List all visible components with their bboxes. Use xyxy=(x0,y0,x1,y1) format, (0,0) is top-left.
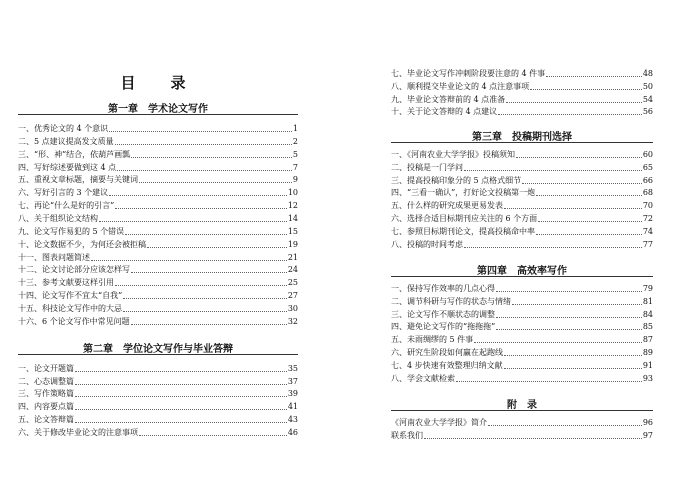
toc-entry-page-number: 81 xyxy=(642,296,653,306)
toc-entry[interactable] xyxy=(391,238,653,250)
toc-entry-page-number: 2 xyxy=(292,136,298,146)
toc-entry-page-number: 72 xyxy=(642,214,653,223)
toc-entry-page-number: 9 xyxy=(292,175,298,185)
toc-leader-dots xyxy=(504,367,642,369)
toc-leader-dots xyxy=(456,380,642,382)
chapter-3-heading: 第三章 投稿期刊选择 xyxy=(472,132,572,143)
toc-entry[interactable] xyxy=(391,282,653,294)
toc-entry-label: 十、论文数据不少，为何还会被拒稿 xyxy=(18,239,146,249)
toc-entry[interactable] xyxy=(391,80,653,92)
toc-entry-page-number: 19 xyxy=(287,239,298,249)
toc-leader-dots xyxy=(504,207,642,209)
toc-entry-label: 五、重视文章标题，摘要与关键词 xyxy=(18,175,138,185)
toc-entry[interactable] xyxy=(18,426,298,438)
toc-leader-dots xyxy=(522,182,642,184)
toc-entry-label: 十四、论文写作不宜太“自我” xyxy=(18,291,123,301)
toc-entry-label: 六、写好引言的 3 个建议 xyxy=(18,188,109,198)
toc-entry-page-number: 96 xyxy=(642,418,653,427)
toc-entry-page-number: 97 xyxy=(642,430,653,440)
toc-entry[interactable] xyxy=(391,416,653,428)
toc-entry[interactable] xyxy=(18,186,298,198)
toc-entry-label: 六、选择合适目标期刊应关注的 6 个方面 xyxy=(391,214,538,223)
toc-entry-label: 七、毕业论文写作冲刺阶段要注意的 4 件事 xyxy=(391,69,546,78)
toc-entry[interactable] xyxy=(391,148,653,160)
toc-entry-label: 八、顺利提交毕业论文的 4 点注意事项 xyxy=(391,81,530,91)
toc-entry[interactable] xyxy=(391,320,653,332)
toc-entry-label: 三、提高投稿印象分的 5 点格式细节 xyxy=(391,175,522,185)
toc-entry-page-number: 79 xyxy=(642,284,653,293)
toc-entry[interactable] xyxy=(18,161,298,173)
toc-entry-label: 八、学会文献检索 xyxy=(391,373,455,383)
toc-leader-dots xyxy=(496,328,642,330)
toc-leader-dots xyxy=(123,297,287,299)
toc-entry-page-number: 54 xyxy=(642,94,653,104)
toc-leader-dots xyxy=(139,181,292,183)
toc-leader-dots xyxy=(536,233,642,235)
toc-entry-page-number: 93 xyxy=(642,373,653,383)
toc-entry[interactable] xyxy=(391,186,653,198)
toc-entry-label: 一、保持写作效率的几点心得 xyxy=(391,284,495,293)
toc-entry-page-number: 89 xyxy=(642,348,653,357)
toc-entry-page-number: 65 xyxy=(642,162,653,172)
toc-entry-label: 二、5 点建议提高发文质量 xyxy=(18,136,114,146)
toc-entry-page-number: 56 xyxy=(642,107,653,117)
toc-entry[interactable] xyxy=(391,105,653,117)
toc-leader-dots xyxy=(115,207,287,209)
toc-leader-dots xyxy=(464,246,642,248)
toc-entry[interactable] xyxy=(391,212,653,224)
toc-entry[interactable] xyxy=(18,362,298,374)
toc-entry-page-number: 1 xyxy=(292,124,298,133)
toc-entry[interactable] xyxy=(391,429,653,441)
toc-entry-page-number: 25 xyxy=(287,278,298,288)
toc-entry-page-number: 24 xyxy=(287,265,298,275)
toc-entry-page-number: 37 xyxy=(287,376,298,386)
toc-entry-page-number: 85 xyxy=(642,322,653,332)
toc-entry-label: 十三、参考文献要这样引用 xyxy=(18,278,114,288)
toc-leader-dots xyxy=(75,421,287,423)
toc-leader-dots xyxy=(99,220,287,222)
toc-entry-label: 十五、科技论文写作中的大忌 xyxy=(18,303,122,313)
toc-entry-label: 四、“三看一确认”，打好论文投稿第一炮 xyxy=(391,188,536,198)
toc-entry-label: 六、关于修改毕业论文的注意事项 xyxy=(18,427,138,437)
toc-entry-label: 八、投稿的时间考虑 xyxy=(391,239,463,249)
toc-entry-label: 九、论文写作易犯的 5 个错误 xyxy=(18,226,125,236)
toc-leader-dots xyxy=(75,408,287,410)
toc-entry[interactable] xyxy=(18,148,298,160)
toc-entry-label: 二、投稿是一门学问 xyxy=(391,162,463,172)
toc-entry-page-number: 60 xyxy=(642,150,653,159)
toc-entry[interactable] xyxy=(18,413,298,425)
toc-leader-dots xyxy=(536,194,642,196)
toc-leader-dots xyxy=(512,303,642,305)
toc-entry-page-number: 41 xyxy=(287,402,298,412)
toc-leader-dots xyxy=(75,395,287,397)
toc-leader-dots xyxy=(506,101,642,103)
toc-leader-dots xyxy=(139,434,287,436)
toc-entry[interactable] xyxy=(391,359,653,371)
toc-leader-dots xyxy=(91,259,287,261)
toc-leader-dots xyxy=(530,88,642,90)
toc-entry[interactable] xyxy=(391,333,653,345)
toc-leader-dots xyxy=(131,323,287,325)
toc-leader-dots xyxy=(147,246,287,248)
toc-entry-label: 联系我们 xyxy=(391,430,423,440)
toc-leader-dots xyxy=(516,156,642,158)
toc-leader-dots xyxy=(498,113,642,115)
toc-leader-dots xyxy=(115,284,287,286)
toc-entry-page-number: 7 xyxy=(292,162,298,172)
toc-entry-label: 五、什么样的研究成果更易发表 xyxy=(391,201,503,211)
toc-leader-dots xyxy=(464,169,642,171)
toc-entry-page-number: 77 xyxy=(642,239,653,249)
toc-entry-label: 四、内容要点篇 xyxy=(18,402,74,412)
toc-leader-dots xyxy=(109,194,287,196)
toc-entry[interactable] xyxy=(391,161,653,173)
toc-entry[interactable] xyxy=(391,295,653,307)
toc-entry-label: 二、心态调整篇 xyxy=(18,376,74,386)
toc-leader-dots xyxy=(488,424,642,426)
toc-entry[interactable] xyxy=(18,199,298,211)
toc-entry-label: 五、未雨绸缪的 5 件事 xyxy=(391,335,474,345)
toc-entry-label: 《河南农业大学学报》简介 xyxy=(391,418,487,427)
toc-entry-page-number: 12 xyxy=(287,201,298,211)
toc-entry-label: 九、毕业论文答辩前的 4 点准备 xyxy=(391,94,506,104)
toc-entry-page-number: 74 xyxy=(642,226,653,236)
toc-entry[interactable] xyxy=(391,67,653,79)
toc-entry-page-number: 84 xyxy=(642,309,653,319)
toc-entry-label: 二、调节科研与写作的状态与情绪 xyxy=(391,296,511,306)
chapter-1-heading: 第一章 学术论文写作 xyxy=(108,104,208,115)
toc-entry[interactable] xyxy=(18,302,298,314)
toc-entry[interactable] xyxy=(391,174,653,186)
toc-entry-label: 七、参照目标期刊论文，提高投稿命中率 xyxy=(391,226,535,236)
chapter-1-rule xyxy=(18,114,298,115)
toc-leader-dots xyxy=(75,370,287,372)
toc-entry[interactable] xyxy=(18,225,298,237)
toc-entry-label: 五、论文答辩篇 xyxy=(18,414,74,424)
toc-entry-page-number: 10 xyxy=(287,188,298,198)
toc-entry-label: 七、4 步快速有效整理归纳文献 xyxy=(391,360,503,370)
toc-leader-dots xyxy=(123,310,287,312)
toc-entry-page-number: 15 xyxy=(287,226,298,236)
toc-leader-dots xyxy=(496,316,642,318)
toc-entry-label: 三、论文写作不顺状态的调整 xyxy=(391,309,495,319)
toc-entry-page-number: 68 xyxy=(642,188,653,198)
toc-entry[interactable] xyxy=(391,346,653,358)
toc-entry[interactable] xyxy=(18,276,298,288)
toc-entry-page-number: 87 xyxy=(642,335,653,345)
toc-leader-dots xyxy=(131,271,287,273)
chapter-2-heading: 第二章 学位论文写作与毕业答辩 xyxy=(83,344,233,355)
toc-leader-dots xyxy=(115,143,292,145)
toc-entry[interactable] xyxy=(18,263,298,275)
appendix-heading: 附 录 xyxy=(507,400,537,411)
toc-leader-dots xyxy=(109,130,292,132)
toc-leader-dots xyxy=(131,156,292,158)
toc-entry-label: 十、关于论文答辩的 4 点建议 xyxy=(391,107,498,117)
toc-entry-page-number: 66 xyxy=(642,175,653,185)
toc-leader-dots xyxy=(504,354,642,356)
toc-entry-label: 一、优秀论文的 4 个意识 xyxy=(18,124,109,133)
toc-entry-page-number: 32 xyxy=(287,316,298,326)
toc-entry-page-number: 21 xyxy=(287,252,298,262)
toc-leader-dots xyxy=(538,220,642,222)
toc-entry-page-number: 14 xyxy=(287,213,298,223)
toc-entry[interactable] xyxy=(18,315,298,327)
toc-leader-dots xyxy=(474,341,642,343)
toc-leader-dots xyxy=(496,290,642,292)
toc-leader-dots xyxy=(75,383,287,385)
toc-entry-label: 一、《河南农业大学学报》投稿须知 xyxy=(391,150,515,159)
toc-entry-label: 十二、论文讨论部分应该怎样写 xyxy=(18,265,130,275)
toc-leader-dots xyxy=(125,233,287,235)
toc-entry-label: 四、避免论文写作的“拖拖拖” xyxy=(391,322,496,332)
toc-entry-page-number: 27 xyxy=(287,291,298,301)
toc-title: 目 录 xyxy=(120,74,196,92)
toc-entry[interactable] xyxy=(18,135,298,147)
toc-entry[interactable] xyxy=(18,251,298,263)
toc-entry[interactable] xyxy=(18,238,298,250)
toc-entry-label: 三、“形、神”结合，依葫芦画瓢 xyxy=(18,149,131,159)
chapter-3-rule xyxy=(391,142,653,143)
toc-entry-label: 三、写作策略篇 xyxy=(18,389,74,399)
toc-entry[interactable] xyxy=(391,199,653,211)
toc-leader-dots xyxy=(117,169,292,171)
toc-entry[interactable] xyxy=(18,400,298,412)
toc-entry-page-number: 70 xyxy=(642,201,653,211)
toc-entry-page-number: 50 xyxy=(642,81,653,91)
toc-entry-page-number: 39 xyxy=(287,389,298,399)
chapter-4-rule xyxy=(391,276,653,277)
chapter-4-heading: 第四章 高效率写作 xyxy=(477,266,567,277)
toc-entry[interactable] xyxy=(18,375,298,387)
toc-entry[interactable] xyxy=(18,387,298,399)
appendix-rule xyxy=(391,410,653,411)
toc-entry-label: 六、研究生阶段如何赢在起跑线 xyxy=(391,348,503,357)
toc-entry-label: 一、论文开题篇 xyxy=(18,364,74,373)
toc-entry-page-number: 5 xyxy=(292,149,298,159)
toc-entry-page-number: 30 xyxy=(287,303,298,313)
toc-entry[interactable] xyxy=(18,173,298,185)
toc-entry-label: 七、再论“什么是好的引言” xyxy=(18,201,115,211)
toc-leader-dots xyxy=(424,437,642,439)
toc-entry[interactable] xyxy=(18,212,298,224)
toc-entry[interactable] xyxy=(391,225,653,237)
toc-entry-label: 十一、图表问题简述 xyxy=(18,252,90,262)
toc-entry[interactable] xyxy=(391,308,653,320)
toc-entry-label: 四、写好综述要做到这 4 点 xyxy=(18,162,117,172)
toc-entry-page-number: 35 xyxy=(287,364,298,373)
toc-entry-label: 十六、6 个论文写作中常见问题 xyxy=(18,316,130,326)
toc-entry[interactable] xyxy=(391,372,653,384)
toc-entry-page-number: 43 xyxy=(287,414,298,424)
toc-entry-page-number: 48 xyxy=(642,69,653,78)
toc-entry[interactable] xyxy=(18,122,298,134)
toc-leader-dots xyxy=(546,75,642,77)
toc-entry[interactable] xyxy=(18,289,298,301)
toc-entry-label: 八、关于组织论文结构 xyxy=(18,213,98,223)
toc-entry-page-number: 46 xyxy=(287,427,298,437)
toc-entry[interactable] xyxy=(391,93,653,105)
toc-entry-page-number: 91 xyxy=(642,360,653,370)
chapter-2-rule xyxy=(18,354,298,355)
